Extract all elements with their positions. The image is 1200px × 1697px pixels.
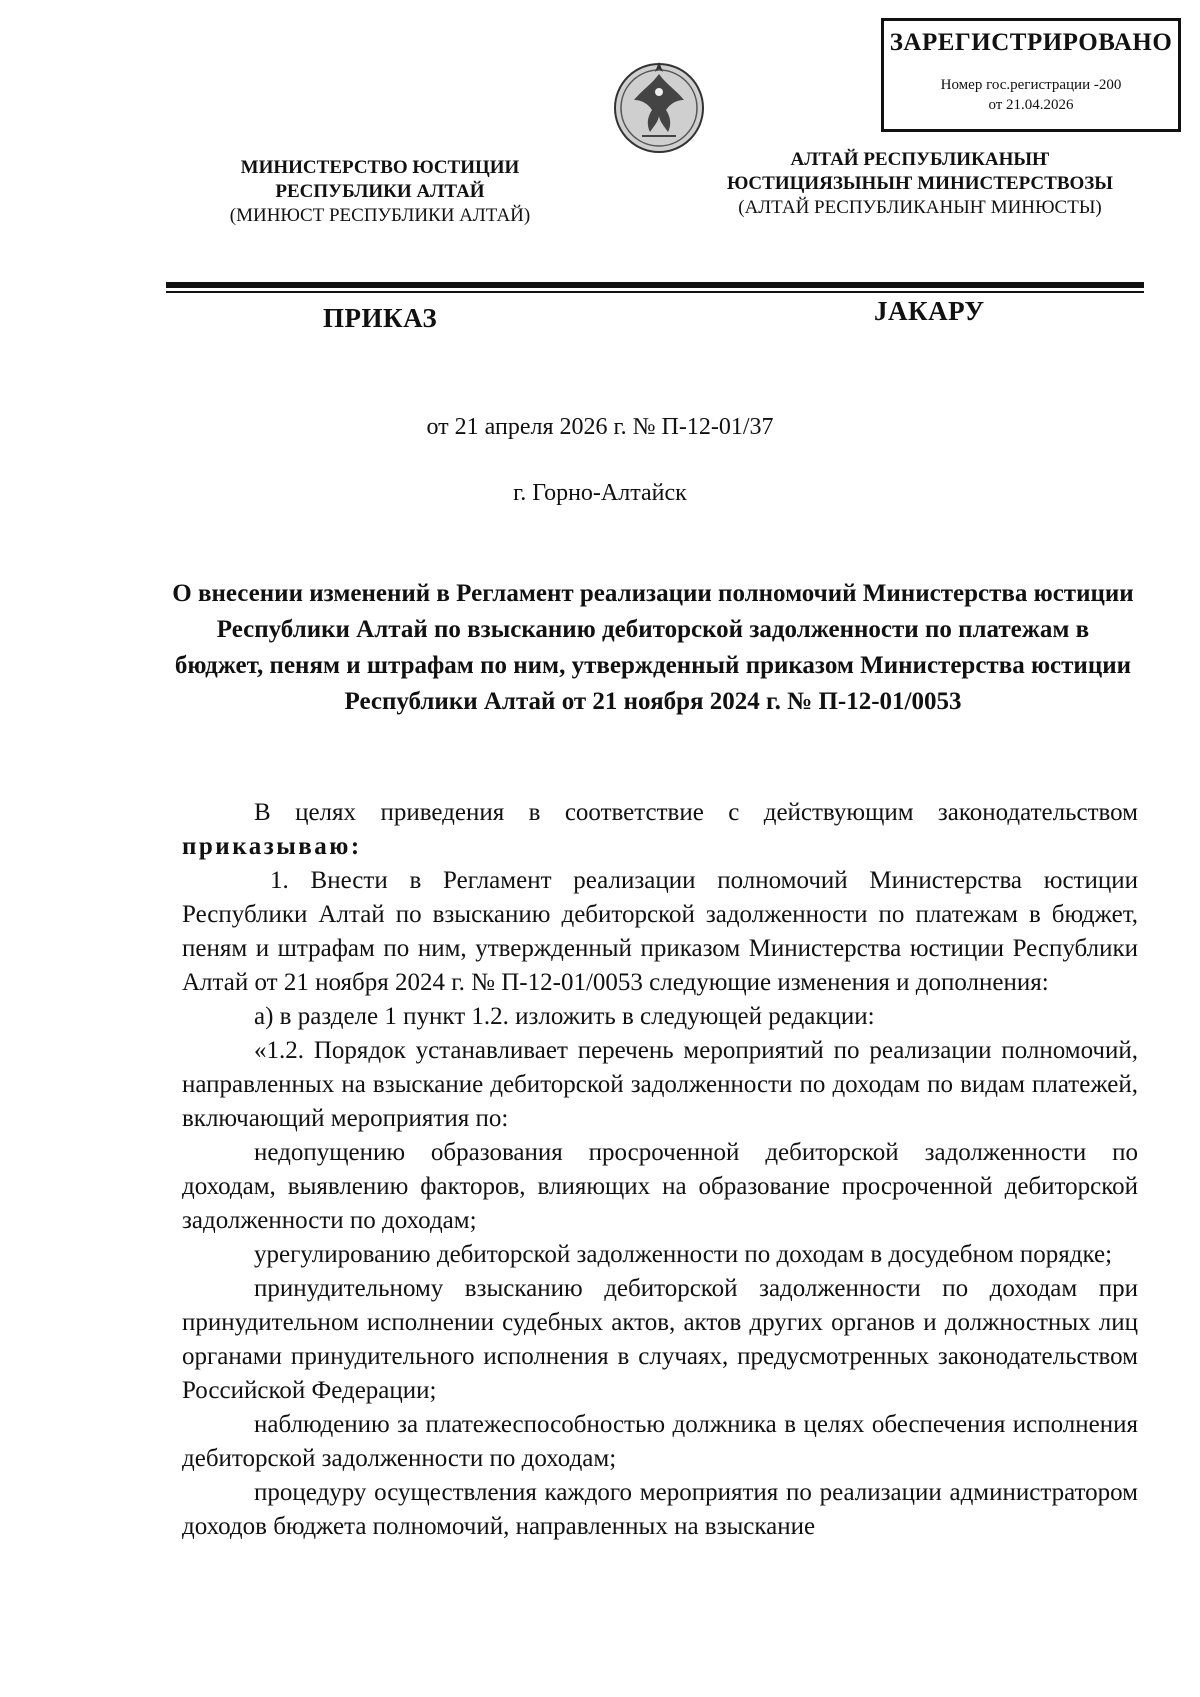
ministry-ru-line2: РЕСПУБЛИКИ АЛТАЙ: [275, 181, 485, 202]
list-item: наблюдению за платежеспособностью должника в целях обеспечения исполнения дебиторской задолженности по доходам;: [182, 1411, 1138, 1472]
ministry-altai-line1: АЛТАЙ РЕСПУБЛИКАНЫҤ: [790, 149, 1050, 170]
stamp-title: ЗАРЕГИСТРИРОВАНО: [889, 29, 1173, 56]
list-item: недопущению образования просроченной дебиторской задолженности по доходам, выявлению факторов, влияющих на образование просроченной дебиторской задолженности по доходам;: [182, 1139, 1138, 1234]
list-item: процедуру осуществления каждого мероприятия по реализации администратором доходов бюджета полномочий, направленных на взыскание: [182, 1479, 1138, 1540]
order-word-altai: ЈАКАРУ: [874, 296, 985, 326]
list-item: урегулированию дебиторской задолженности по доходам в досудебном порядке;: [254, 1241, 1113, 1268]
document-body: [182, 796, 1138, 1544]
order-date-number: от 21 апреля 2026 г. № П-12-01/37: [426, 414, 774, 440]
coat-of-arms-icon: [612, 56, 706, 156]
intro-text: В целях приведения в соответствие с действующим законодательством: [254, 799, 1138, 826]
ministry-altai-line2: ЮСТИЦИЯЗЫНЫҤ МИНИСТЕРСТВОЗЫ: [727, 173, 1113, 194]
header-divider-thin: [166, 291, 1144, 293]
ministry-name-russian: [200, 156, 560, 228]
stamp-reg-date: от 21.04.2026: [988, 97, 1074, 113]
intro-paragraph: [182, 796, 1138, 864]
order-city: г. Горно-Алтайск: [513, 480, 687, 506]
header-divider-thick: [166, 282, 1144, 288]
command-word: приказываю:: [182, 833, 362, 860]
stamp-reg-number: Номер гос.регистрации -200: [940, 77, 1122, 93]
ministry-altai-line3: (АЛТАЙ РЕСПУБЛИКАНЫҤ МИНЮСТЫ): [738, 197, 1102, 218]
ministry-ru-line3: (МИНЮСТ РЕСПУБЛИКИ АЛТАЙ): [229, 205, 531, 226]
registration-stamp: [881, 18, 1181, 132]
subpoint-a: а) в разделе 1 пункт 1.2. изложить в следующей редакции:: [254, 1003, 875, 1030]
document-title: О внесении изменений в Регламент реализации полномочий Министерства юстиции Республики Алтай по взысканию дебиторской задолженности по платежам в бюджет, пеням и штрафам по ним, утвержденный приказом Министерства юстиции Республики Алтай от 21 ноября 2024 г. № П-12-01/0053: [172, 580, 1134, 715]
order-word-russian: ПРИКАЗ: [323, 303, 438, 333]
ministry-ru-line1: МИНИСТЕРСТВО ЮСТИЦИИ: [240, 157, 520, 178]
quote-1-2: «1.2. Порядок устанавливает перечень мероприятий по реализации полномочий, направленных на взыскание дебиторской задолженности по доходам по видам платежей, включающий мероприятия по:: [182, 1037, 1138, 1132]
list-item: принудительному взысканию дебиторской задолженности по доходам при принудительном исполнении судебных актов, актов других органов и должностных лиц органами принудительного исполнения в случаях, предусмотренных законодательством Российской Федерации;: [182, 1275, 1138, 1404]
point-1: 1. Внести в Регламент реализации полномочий Министерства юстиции Республики Алтай по взысканию дебиторской задолженности по платежам в бюджет, пеням и штрафам по ним, утвержденный приказом Министерства юстиции Республики Алтай от 21 ноября 2024 г. № П-12-01/0053 следующие изменения и дополнения:: [182, 867, 1138, 996]
ministry-name-altai: [700, 148, 1140, 220]
